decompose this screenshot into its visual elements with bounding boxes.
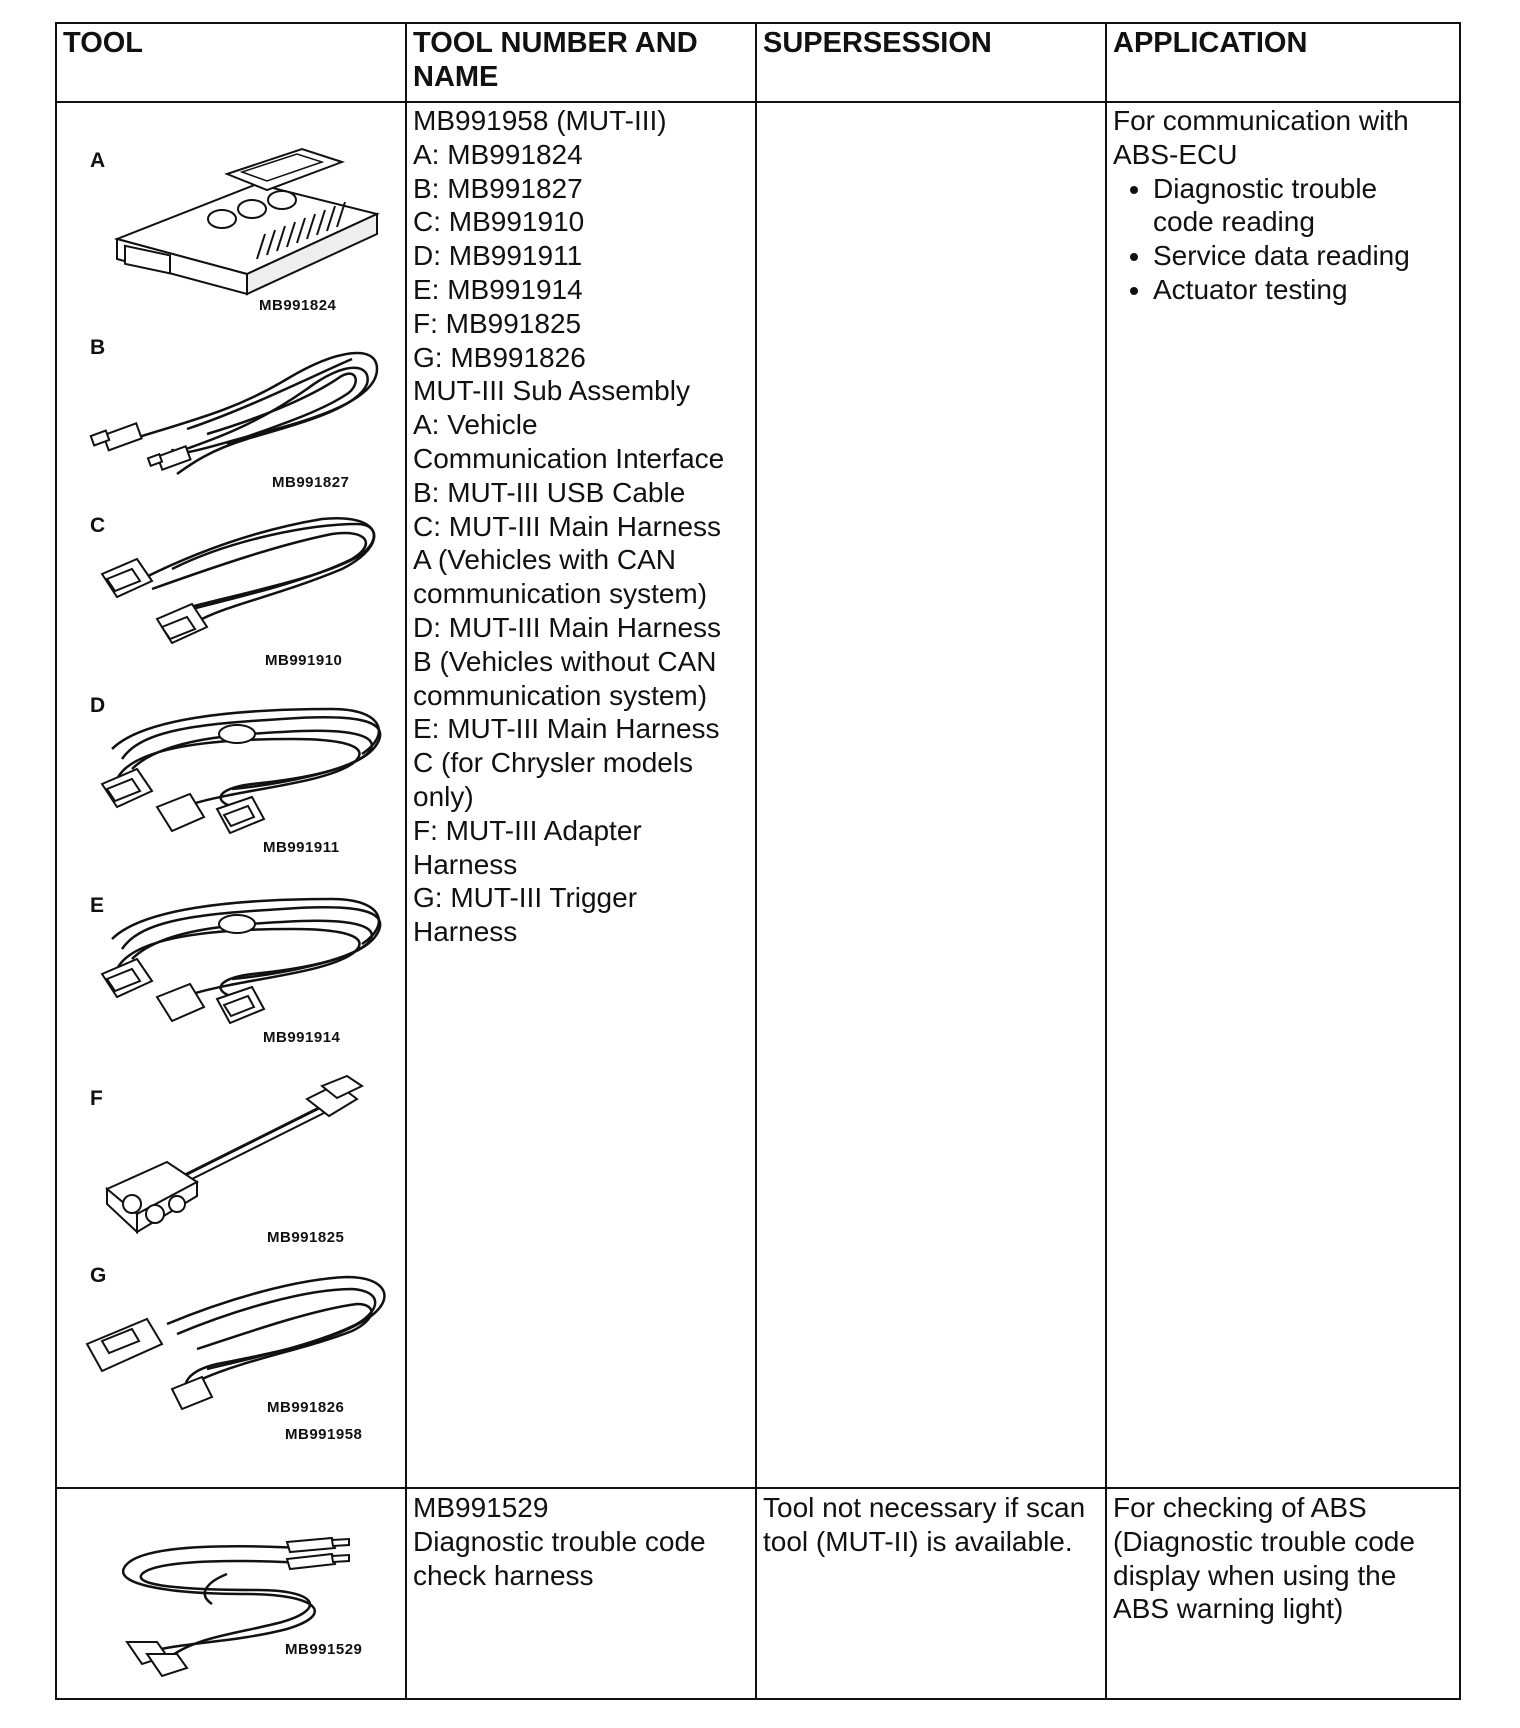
text-line: For checking of ABS [1113,1492,1367,1523]
column-divider [1105,24,1107,1698]
text-line: B: MUT-III USB Cable [413,476,686,508]
column-divider [405,24,407,1698]
tool-letter-a: A [90,149,106,172]
tool-number-cell-2 [413,1491,753,1592]
text-line: E: MB991914 [413,273,583,305]
text-line: Harness [413,916,518,948]
header-tool: TOOL [63,27,144,59]
text-line: D: MUT-III Main Harness [413,611,722,643]
adapter-harness-icon [97,1074,367,1244]
text-line: A: MB991824 [413,138,583,170]
text-line: Communication Interface [413,442,725,474]
tool-code-check-harness: MB991529 [285,1641,363,1658]
tool-code-e: MB991914 [263,1029,341,1046]
tool-letter-f: F [90,1087,103,1110]
text-line: A: Vehicle [413,409,538,441]
text-line: MUT-III Sub Assembly [413,375,690,407]
text-line: MB991529 [413,1492,549,1523]
text-line: G: MUT-III Trigger [413,882,638,914]
application-cell-1 [1113,104,1458,307]
tool-letter-b: B [90,336,106,359]
tool-code-a: MB991824 [259,297,337,314]
tool-letter-d: D [90,694,106,717]
text-line: MB991958 (MUT-III) [413,105,667,136]
tool-number-cell-1 [413,104,753,949]
tool-letter-g: G [90,1264,107,1287]
text-line: D: MB991911 [413,240,583,272]
text-line: ABS-ECU [1113,138,1238,170]
text-line: check harness [413,1559,594,1591]
special-tools-table [55,22,1461,1700]
application-bullet-list [1113,172,1458,307]
text-line: tool (MUT-II) is available. [763,1525,1073,1557]
text-line: For communication with [1113,105,1409,136]
tool-set-code: MB991958 [285,1426,363,1443]
text-line: (Diagnostic trouble code [1113,1525,1415,1557]
row-divider [57,1487,1459,1489]
text-line: C: MB991910 [413,206,585,238]
main-harness-c-icon [82,879,392,1044]
header-divider [57,101,1459,103]
text-line: C (for Chrysler models [413,747,694,779]
text-line: E: MUT-III Main Harness [413,713,720,745]
text-line: B (Vehicles without CAN [413,645,717,677]
main-harness-b-icon [82,689,392,854]
tool-code-g: MB991826 [267,1399,345,1416]
text-line: ABS warning light) [1113,1593,1344,1625]
text-line: F: MB991825 [413,307,582,339]
header-tool-number: TOOL NUMBER AND NAME [413,27,698,93]
bullet-item: • Service data reading [1153,239,1458,273]
supersession-cell-2 [763,1491,1108,1559]
tool-code-f: MB991825 [267,1229,345,1246]
text-line: G: MB991826 [413,341,586,373]
bullet-item: • Diagnostic trouble code reading [1153,172,1458,240]
tool-letter-c: C [90,514,106,537]
main-harness-a-icon [82,509,392,659]
text-line: Harness [413,848,518,880]
tool-code-c: MB991910 [265,652,343,669]
tool-code-d: MB991911 [263,839,340,856]
header-application: APPLICATION [1113,27,1308,59]
text-line: display when using the [1113,1559,1397,1591]
application-cell-2 [1113,1491,1458,1626]
usb-cable-icon [87,329,387,489]
text-line: communication system) [413,578,708,610]
trigger-harness-icon [77,1259,397,1419]
text-line: F: MUT-III Adapter [413,814,642,846]
text-line: Diagnostic trouble code [413,1525,706,1557]
bullet-item: • Actuator testing [1153,273,1458,307]
text-line: Tool not necessary if scan [763,1492,1086,1523]
text-line: B: MB991827 [413,172,583,204]
vci-device-icon [107,144,387,299]
text-line: only) [413,780,474,812]
text-line: A (Vehicles with CAN [413,544,676,576]
tool-code-b: MB991827 [272,474,350,491]
tool-letter-e: E [90,894,105,917]
text-line: C: MUT-III Main Harness [413,510,722,542]
column-divider [755,24,757,1698]
header-supersession: SUPERSESSION [763,27,992,59]
text-line: communication system) [413,679,708,711]
